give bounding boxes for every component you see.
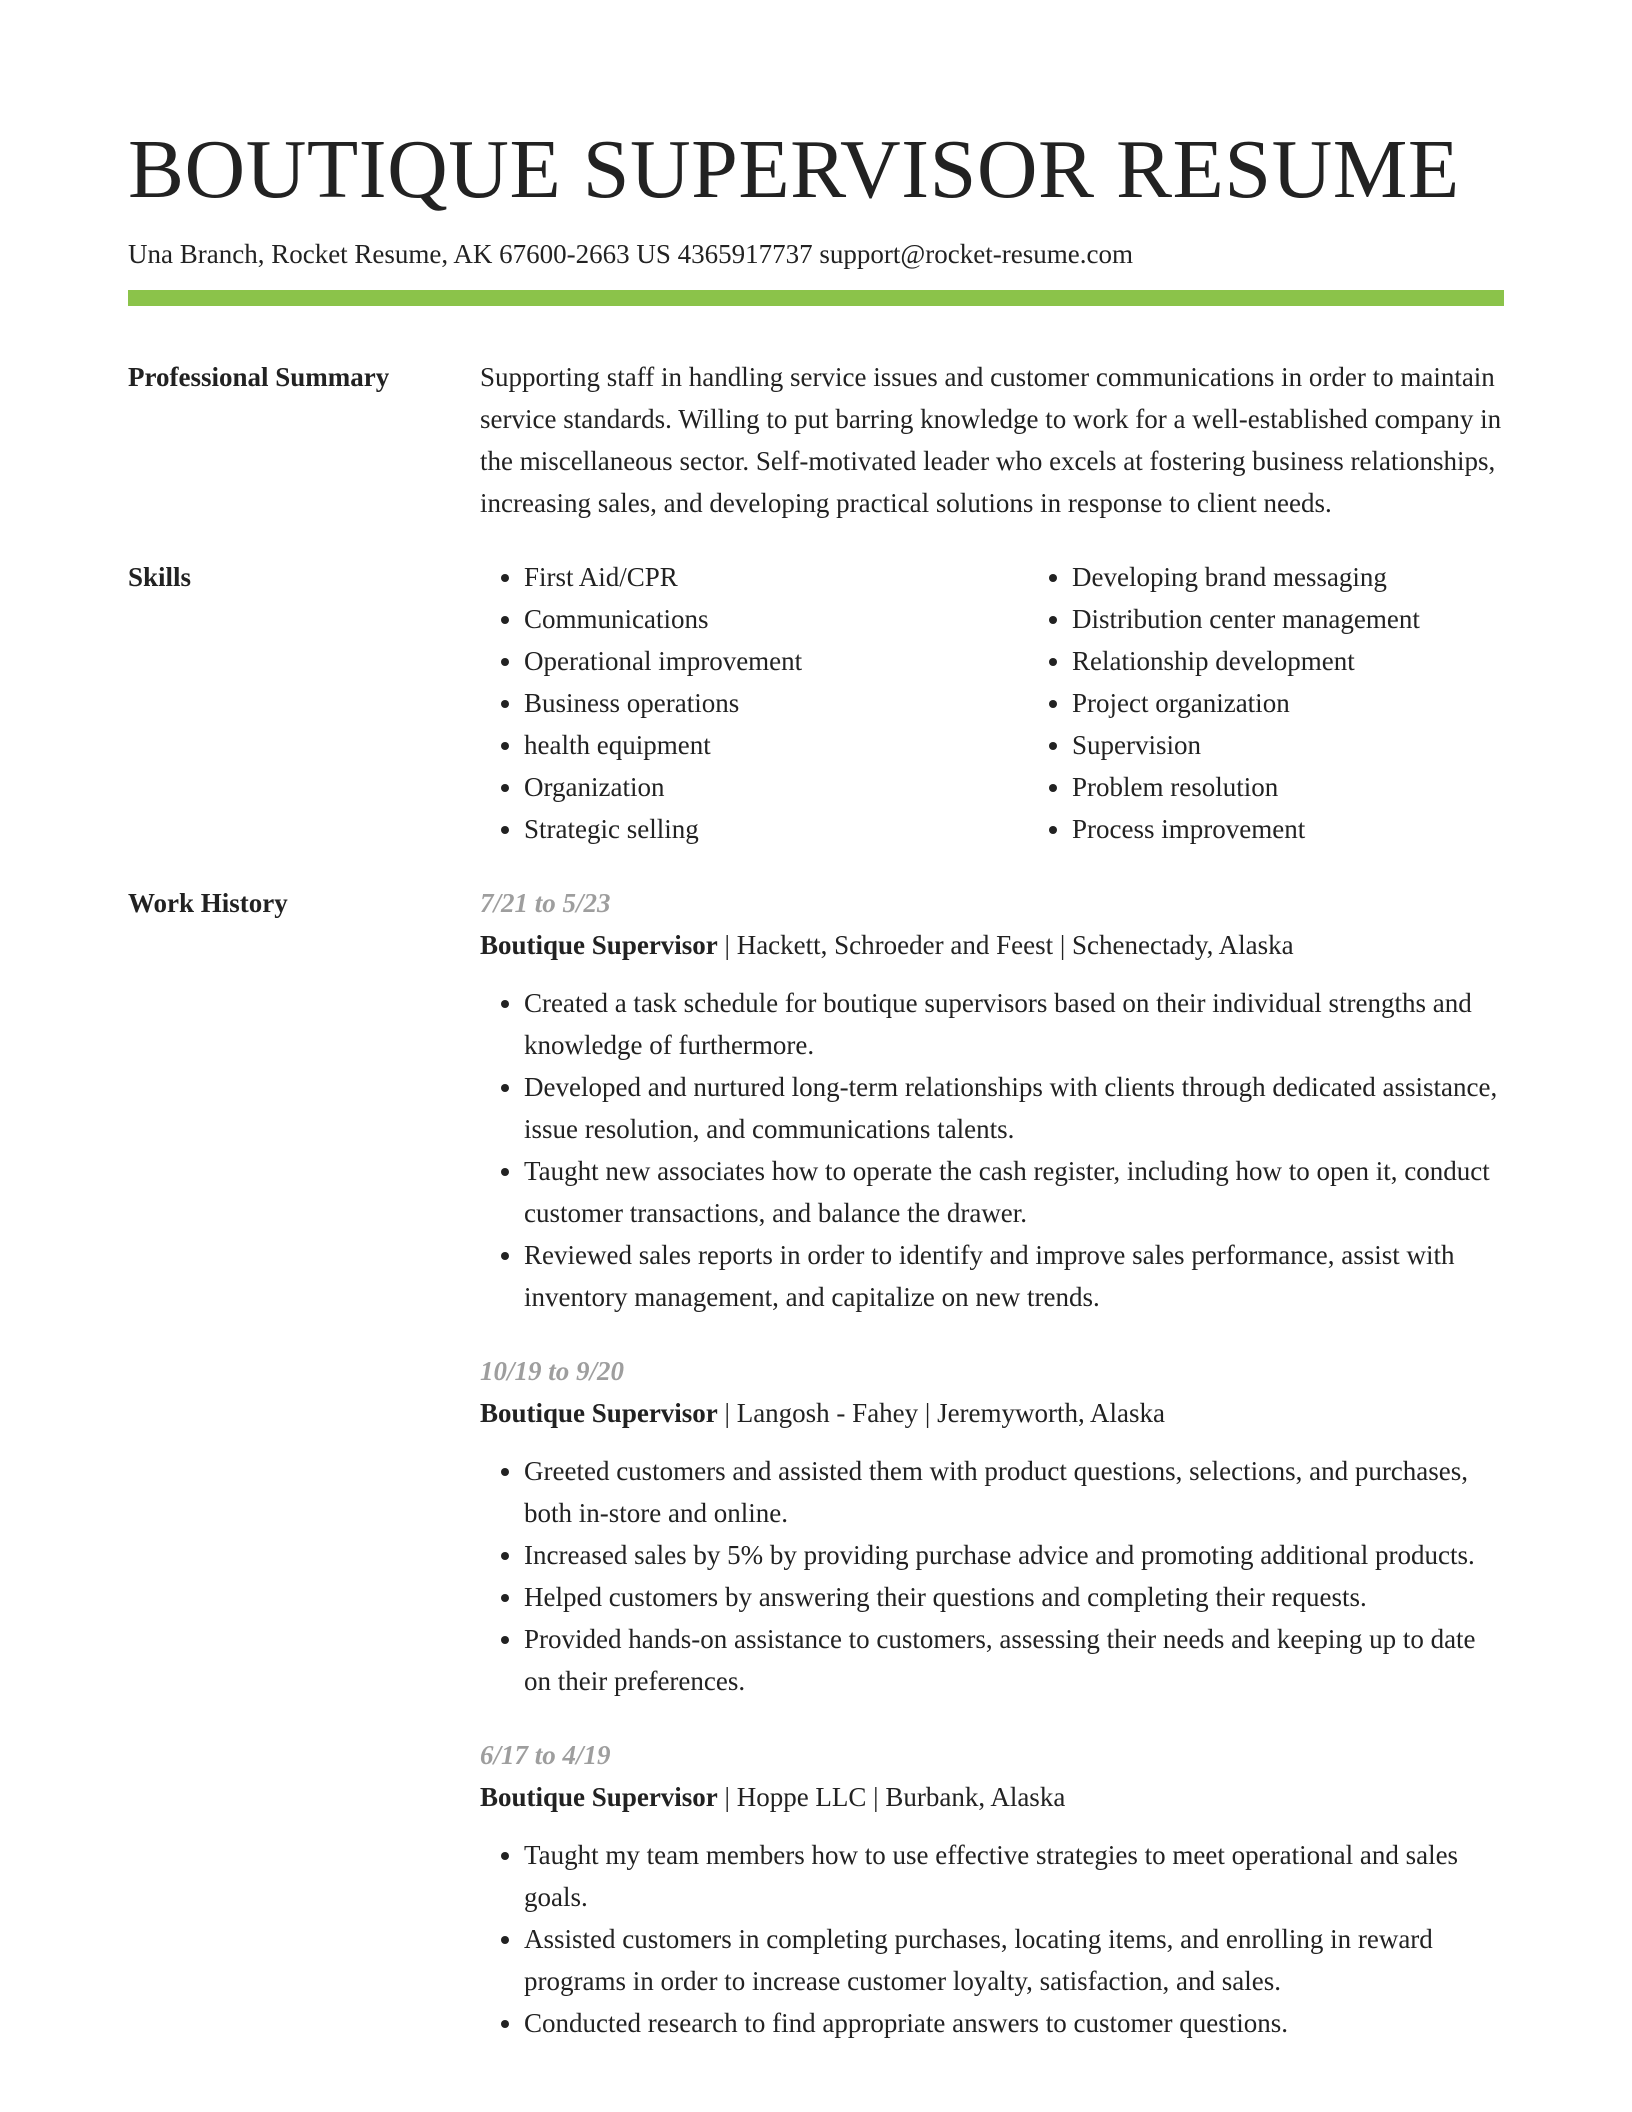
skill-item: • Organization bbox=[524, 766, 1028, 808]
job-entry bbox=[480, 882, 1504, 1318]
job-heading bbox=[480, 1392, 1504, 1434]
skill-item: • Supervision bbox=[1072, 724, 1576, 766]
job-bullet: • Provided hands-on assistance to customers, assessing their needs and keeping up to date on their preferences. bbox=[524, 1618, 1504, 1702]
summary-body bbox=[480, 356, 1504, 524]
skill-item: • Strategic selling bbox=[524, 808, 1028, 850]
skill-item: • Process improvement bbox=[1072, 808, 1576, 850]
skill-item: • Operational improvement bbox=[524, 640, 1028, 682]
resume-title: BOUTIQUE SUPERVISOR RESUME bbox=[128, 123, 1460, 216]
job-bullet: • Taught new associates how to operate the cash register, including how to open it, conduct customer transactions, and balance the drawer. bbox=[524, 1150, 1504, 1234]
contact-info: Una Branch, Rocket Resume, AK 67600-2663 US 4365917737 support@rocket-resume.com bbox=[128, 239, 1133, 269]
work-history-body bbox=[480, 882, 1504, 2076]
skill-item: • First Aid/CPR bbox=[524, 556, 1028, 598]
job-heading bbox=[480, 1776, 1504, 1818]
job-bullets bbox=[480, 982, 1504, 1318]
job-bullet: • Increased sales by 5% by providing purchase advice and promoting additional products. bbox=[524, 1534, 1504, 1576]
resume-page bbox=[128, 0, 1504, 2076]
skill-item: • Problem resolution bbox=[1072, 766, 1576, 808]
job-dates: 6/17 to 4/19 bbox=[480, 1740, 611, 1770]
job-heading bbox=[480, 924, 1504, 966]
skill-item: • Distribution center management bbox=[1072, 598, 1576, 640]
job-details: | Hackett, Schroeder and Feest | Schenectady, Alaska bbox=[717, 930, 1294, 960]
skill-item: • Communications bbox=[524, 598, 1028, 640]
job-bullet: • Developed and nurtured long-term relationships with clients through dedicated assistance, issue resolution, and communications talents. bbox=[524, 1066, 1504, 1150]
accent-divider bbox=[128, 290, 1504, 306]
job-bullets bbox=[480, 1450, 1504, 1702]
skills-list-left bbox=[480, 556, 1028, 850]
job-bullet: • Taught my team members how to use effective strategies to meet operational and sales goals. bbox=[524, 1834, 1504, 1918]
job-bullet: • Assisted customers in completing purchases, locating items, and enrolling in reward programs in order to increase customer loyalty, satisfaction, and sales. bbox=[524, 1918, 1504, 2002]
skill-item: • Business operations bbox=[524, 682, 1028, 724]
skills-section bbox=[128, 556, 1504, 850]
skills-columns bbox=[480, 556, 1576, 850]
professional-summary-section bbox=[128, 356, 1504, 524]
skill-item: • health equipment bbox=[524, 724, 1028, 766]
job-title: Boutique Supervisor bbox=[480, 930, 718, 960]
job-bullet: • Helped customers by answering their questions and completing their requests. bbox=[524, 1576, 1504, 1618]
job-title: Boutique Supervisor bbox=[480, 1782, 718, 1812]
job-details: | Langosh - Fahey | Jeremyworth, Alaska bbox=[717, 1398, 1166, 1428]
job-bullet: • Created a task schedule for boutique supervisors based on their individual strengths and knowledge of furthermore. bbox=[524, 982, 1504, 1066]
job-entry bbox=[480, 1734, 1504, 2044]
job-bullet: • Conducted research to find appropriate answers to customer questions. bbox=[524, 2002, 1504, 2044]
job-dates: 7/21 to 5/23 bbox=[480, 888, 611, 918]
section-label-summary: Professional Summary bbox=[128, 362, 390, 392]
section-label-work-history: Work History bbox=[128, 888, 288, 918]
summary-text: Supporting staff in handling service issues and customer communications in order to maintain service standards. Willing to put barring knowledge to work for a well-established company in the miscellaneous sector. Self-motivated leader who excels at fostering business relationships, increasing sales, and developing practical solutions in response to client needs. bbox=[480, 362, 1502, 518]
job-entry bbox=[480, 1350, 1504, 1702]
skill-item: • Developing brand messaging bbox=[1072, 556, 1576, 598]
skills-list-right bbox=[1028, 556, 1576, 850]
job-bullet: • Greeted customers and assisted them with product questions, selections, and purchases, both in-store and online. bbox=[524, 1450, 1504, 1534]
section-label-skills: Skills bbox=[128, 562, 192, 592]
job-title: Boutique Supervisor bbox=[480, 1398, 718, 1428]
job-bullet: • Reviewed sales reports in order to identify and improve sales performance, assist with inventory management, and capitalize on new trends. bbox=[524, 1234, 1504, 1318]
work-history-section bbox=[128, 882, 1504, 2076]
skill-item: • Relationship development bbox=[1072, 640, 1576, 682]
skill-item: • Project organization bbox=[1072, 682, 1576, 724]
job-bullets bbox=[480, 1834, 1504, 2044]
job-dates: 10/19 to 9/20 bbox=[480, 1356, 625, 1386]
job-details: | Hoppe LLC | Burbank, Alaska bbox=[717, 1782, 1066, 1812]
